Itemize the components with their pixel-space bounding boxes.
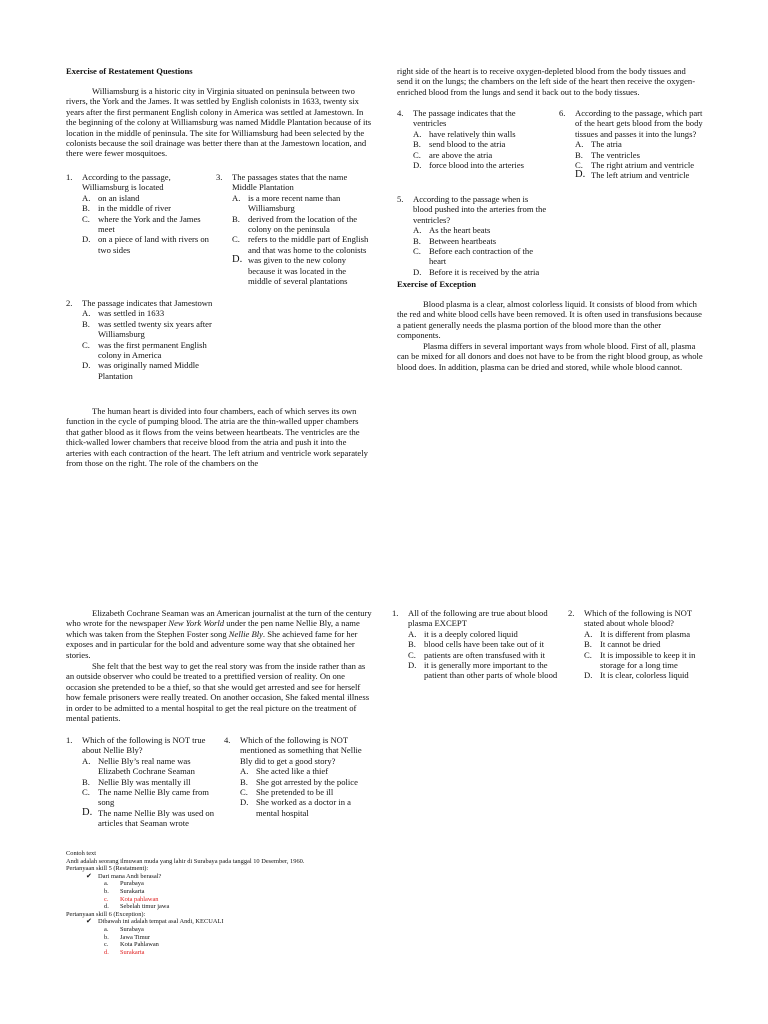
skill6-question: ✔ Dibawah ini adalah tempat asal Andi, KECUALI bbox=[86, 917, 224, 926]
option-a[interactable]: A. It is different from plasma bbox=[584, 628, 691, 639]
question-stem: The passage indicates that the ventricles bbox=[413, 108, 516, 129]
option-b[interactable]: B. send blood to the atria bbox=[413, 139, 506, 150]
skill5-question: ✔ Dari mana Andi berasal? bbox=[86, 871, 162, 880]
option-c[interactable]: C. patients are often transfused with it bbox=[408, 649, 545, 660]
question-number: 4. bbox=[397, 108, 404, 118]
question-stem: Which of the following is NOT mentioned as something that Nellie Bly did to get a good story? bbox=[240, 735, 362, 766]
option-c[interactable]: C. The name Nellie Bly came from song bbox=[82, 787, 209, 808]
question-stem: Which of the following is NOT true about Nellie Bly? bbox=[82, 735, 206, 756]
option-c[interactable]: C. The right atrium and ventricle bbox=[575, 160, 695, 171]
option-b[interactable]: B. in the middle of river bbox=[82, 203, 172, 214]
option-b[interactable]: B. She got arrested by the police bbox=[240, 776, 358, 787]
check-icon: ✔ bbox=[86, 871, 92, 880]
option-d[interactable]: D. She worked as a doctor in a mental hospital bbox=[240, 797, 351, 818]
option-a[interactable]: A. have relatively thin walls bbox=[413, 128, 516, 139]
bly-question-4 bbox=[224, 735, 374, 818]
question-stem: All of the following are true about blood plasma EXCEPT bbox=[408, 608, 548, 629]
check-icon: ✔ bbox=[86, 917, 92, 926]
question-number: 3. bbox=[216, 172, 223, 182]
passage-nellie-bly-2: She felt that the best way to get the real story was from the inside rather than as an outside observer who could be treated to a prettified version of reality. On one occasion she pretended to be a thief, so that she would get arrested and see for herself how female prisoners were really treated. On another occasion, She faked mental illness in order to be admitted to a mental hospital to get the real picture on the treatment of mental patients. bbox=[66, 661, 370, 724]
question-stem: Which of the following is NOT stated about whole blood? bbox=[584, 608, 692, 629]
question-6 bbox=[559, 108, 709, 181]
question-number: 5. bbox=[397, 194, 404, 204]
question-stem: The passages states that the name Middle Plantation bbox=[232, 172, 348, 193]
skill5-label: Pertanyaan skill 5 (Restatment): bbox=[66, 865, 149, 873]
option-c[interactable]: C. refers to the middle part of English and that was home to the colonists bbox=[232, 234, 369, 255]
question-number: 1. bbox=[66, 172, 73, 182]
option-d[interactable]: D. was given to the new colony because it was located in the middle of several plantations bbox=[232, 254, 348, 287]
option-d[interactable]: D. The left atrium and ventricle bbox=[575, 169, 690, 181]
plasma-question-2 bbox=[568, 608, 708, 681]
option-c[interactable]: C. It is impossible to keep it in storage for a long time bbox=[584, 649, 696, 671]
option-a[interactable]: A. on an island bbox=[82, 192, 140, 203]
option-b[interactable]: B. Between heartbeats bbox=[413, 235, 497, 246]
passage-heart-continued: right side of the heart is to receive oxygen-depleted blood from the body tissues and send it on the lungs; the chambers on the left side of the heart then receive the oxygen-enriched blood from the lungs and send it back out to the body tissues. bbox=[397, 66, 696, 97]
option-b[interactable]: B. blood cells have been take out of it bbox=[408, 639, 545, 650]
option-c[interactable]: C. was the first permanent English colony in America bbox=[82, 339, 207, 361]
option-d[interactable]: D. it is generally more important to the patient than other parts of whole blood bbox=[408, 660, 558, 681]
question-number: 2. bbox=[568, 608, 575, 618]
question-number: 2. bbox=[66, 298, 73, 308]
option-b[interactable]: B. The ventricles bbox=[575, 149, 640, 160]
example-section bbox=[66, 850, 466, 956]
question-5 bbox=[397, 194, 547, 277]
exception-heading: Exercise of Exception bbox=[397, 279, 477, 289]
option-d[interactable]: D. was originally named Middle Plantation bbox=[82, 360, 199, 381]
option-a[interactable]: A. She acted like a thief bbox=[240, 766, 329, 777]
option-d[interactable]: D. Before it is received by the atria bbox=[413, 266, 540, 277]
option-a[interactable]: A. it is a deeply colored liquid bbox=[408, 628, 518, 639]
option-d[interactable]: D. on a piece of land with rivers on two sides bbox=[82, 234, 209, 255]
option-b[interactable]: B. derived from the location of the colony on the peninsula bbox=[232, 213, 358, 235]
question-3 bbox=[216, 172, 372, 286]
skill6-option-b[interactable]: b. Jawa Timur bbox=[104, 933, 151, 941]
skill6-option-a[interactable]: a. Surabaya bbox=[104, 925, 144, 933]
option-a[interactable]: A. was settled in 1633 bbox=[82, 308, 165, 319]
option-c[interactable]: C. are above the atria bbox=[413, 149, 493, 160]
question-number: 6. bbox=[559, 108, 566, 118]
option-d[interactable]: D. force blood into the arteries bbox=[413, 160, 524, 171]
question-number: 1. bbox=[392, 608, 399, 618]
example-text: Andi adalah seorang ilmuwan muda yang lahir di Surabaya pada tanggal 10 Desember, 1960. bbox=[66, 857, 305, 865]
skill5-option-d[interactable]: d. Sebelah timur jawa bbox=[104, 903, 170, 911]
option-a[interactable]: A. Nellie Bly’s real name was Elizabeth Cochrane Seaman bbox=[82, 755, 195, 777]
question-stem: According to the passage, which part of the heart gets blood from the body tissues and passes it into the lungs? bbox=[575, 108, 703, 139]
question-stem: According to the passage, Williamsburg is located bbox=[82, 172, 171, 193]
skill6-option-d-correct[interactable]: d. Surakarta bbox=[104, 948, 145, 956]
passage-williamsburg: Williamsburg is a historic city in Virginia situated on peninsula between two rivers, the York and the James. It was settled by English colonists in 1633, twenty six years after the first permanent English colony in America was settled at Jamestown. In the beginning of the colony at Williamsburg was named Middle Plantation because of its location in the middle of peninsula. The site for Williamsburg had been selected by the colonists because the soil drainage was better there than at the Jamestown location, and there were fewer mosquitoes. bbox=[66, 86, 372, 159]
option-c[interactable]: C. She pretended to be ill bbox=[240, 787, 334, 798]
option-a[interactable]: A. is a more recent name than Williamsburg bbox=[232, 192, 341, 214]
question-stem: The passage indicates that Jamestown bbox=[82, 298, 213, 308]
question-number: 4. bbox=[224, 735, 231, 745]
skill6-label: Pertanyaan skill 6 (Exception): bbox=[66, 910, 146, 918]
skill5-option-b[interactable]: b. Surakarta bbox=[104, 887, 145, 895]
example-title: Contoh text bbox=[66, 850, 96, 857]
exercise-heading: Exercise of Restatement Questions bbox=[66, 66, 193, 76]
plasma-question-1 bbox=[392, 608, 560, 681]
question-stem: According to the passage when is blood pushed into the arteries from the ventricles? bbox=[413, 194, 547, 225]
option-c[interactable]: C. Before each contraction of the heart bbox=[413, 246, 534, 267]
skill6-option-c[interactable]: c. Kota Pahlawan bbox=[104, 941, 159, 949]
option-b[interactable]: B. was settled twenty six years after Williamsburg bbox=[82, 318, 212, 340]
bly-question-1 bbox=[66, 735, 220, 829]
option-b[interactable]: B. It cannot be dried bbox=[584, 639, 661, 650]
option-d[interactable]: D. The name Nellie Bly was used on articles that Seaman wrote bbox=[82, 806, 214, 829]
question-number: 1. bbox=[66, 735, 73, 745]
option-a[interactable]: A. As the heart beats bbox=[413, 225, 491, 236]
question-2 bbox=[66, 298, 216, 381]
passage-heart: The human heart is divided into four chambers, each of which serves its own function in the cycle of pumping blood. The atria are the thin-walled upper chambers that gather blood as it flows from the veins between heartbeats. The ventricles are the thick-walled lower chambers that receive blood from the atria and push it into the arteries with each contraction of the heart. The left atrium and ventricle work separately from those on the right. The role of the chambers on the bbox=[66, 406, 368, 469]
passage-plasma-1: Blood plasma is a clear, almost colorless liquid. It consists of blood from which the red and white blood cells have been removed. It is often used in transfusions because a patient generally needs the plasma portion of the blood more than the other components. bbox=[397, 299, 702, 341]
option-d[interactable]: D. It is clear, colorless liquid bbox=[584, 670, 689, 681]
passage-plasma-2: Plasma differs in several important ways from whole blood. First of all, plasma can be mixed for all donors and does not have to be from the right blood group, as whole blood does. In addition, plasma can be dried and stored, while whole blood cannot. bbox=[397, 341, 703, 372]
passage-nellie-bly-1: Elizabeth Cochrane Seaman was an American journalist at the turn of the century who wrote for the newspaper New York World under the pen name Nellie Bly, a name which was taken from the Stephen Foster song Nellie Bly. She achieved fame for her exposes and in particular for the bold and adventure some way that she obtained her stories. bbox=[66, 608, 372, 660]
option-c[interactable]: C. where the York and the James meet bbox=[82, 213, 201, 235]
skill5-option-c-correct[interactable]: c. Kota pahlawan bbox=[104, 895, 159, 903]
option-a[interactable]: A. The atria bbox=[575, 139, 622, 150]
question-4 bbox=[397, 108, 547, 170]
skill5-option-a[interactable]: a. Purabaya bbox=[104, 880, 144, 888]
option-b[interactable]: B. Nellie Bly was mentally ill bbox=[82, 776, 191, 787]
question-1 bbox=[66, 172, 216, 255]
